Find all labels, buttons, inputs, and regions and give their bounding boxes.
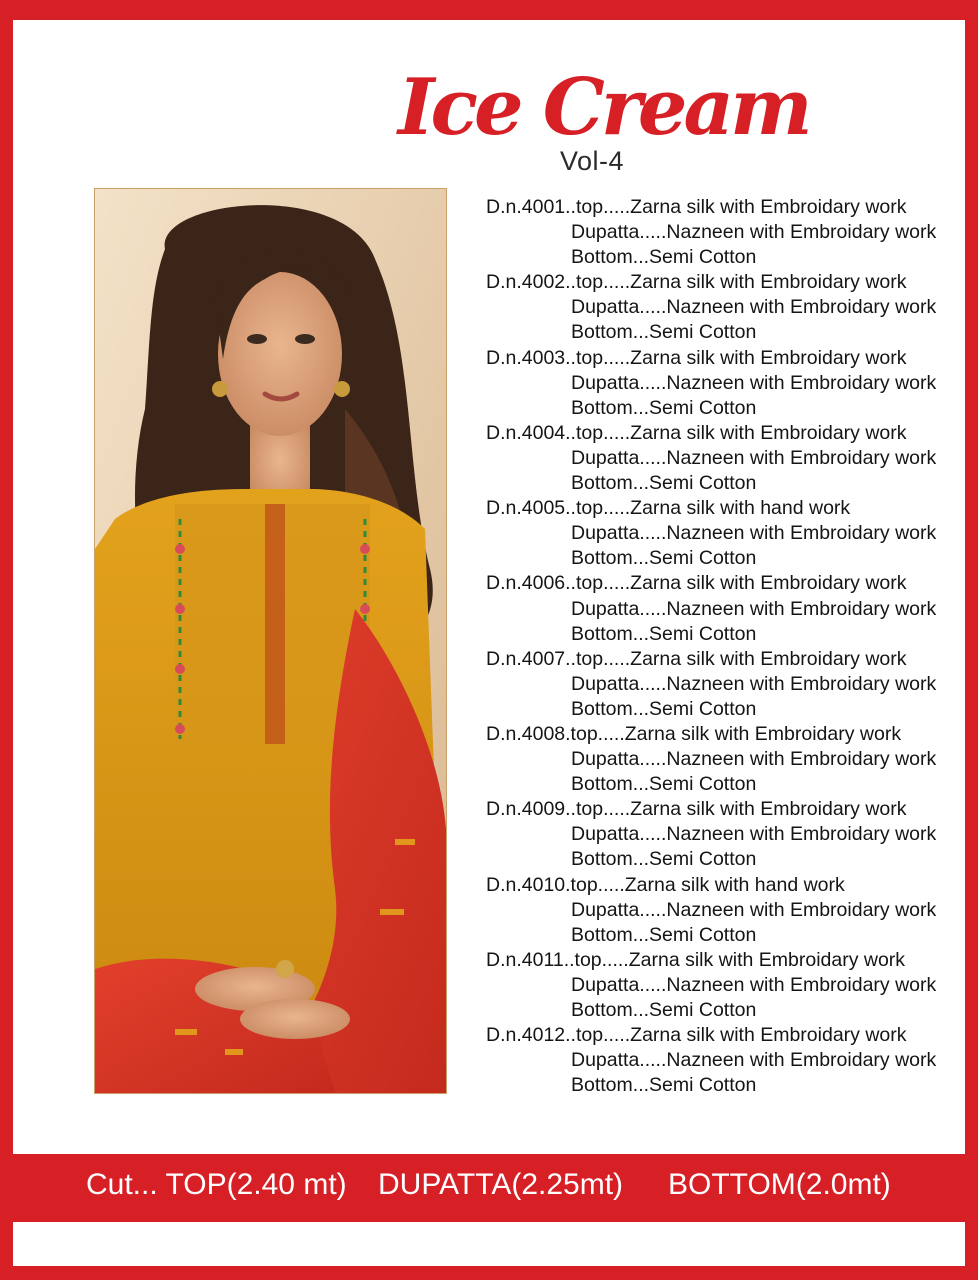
- design-top-text: D.n.4007..top.....Zarna silk with Embroidary work: [486, 647, 907, 670]
- design-top-text: D.n.4002..top.....Zarna silk with Embroidary work: [486, 271, 907, 294]
- design-entry-4001: [486, 195, 956, 270]
- design-dupatta-text: Dupatta.....Nazneen with Embroidary work: [571, 522, 937, 545]
- design-dupatta-text: Dupatta.....Nazneen with Embroidary work: [571, 823, 937, 846]
- design-entry-4012: [486, 1023, 956, 1098]
- design-dupatta-text: Dupatta.....Nazneen with Embroidary work: [571, 898, 937, 921]
- design-dupatta-text: Dupatta.....Nazneen with Embroidary work: [571, 296, 937, 319]
- cut-top-text: Cut... TOP(2.40 mt): [86, 1168, 347, 1201]
- design-entry-4008: [486, 722, 956, 797]
- brand-logo: [398, 60, 809, 180]
- design-top-text: D.n.4012..top.....Zarna silk with Embroidary work: [486, 1024, 907, 1047]
- cut-dupatta-text: DUPATTA(2.25mt): [378, 1168, 624, 1201]
- design-dupatta-text: Dupatta.....Nazneen with Embroidary work: [571, 672, 937, 695]
- design-bottom-text: Bottom...Semi Cotton: [571, 622, 757, 645]
- volume-label: Vol-4: [560, 146, 625, 176]
- design-entry-4010: [486, 873, 956, 948]
- design-bottom-text: Bottom...Semi Cotton: [571, 246, 757, 269]
- design-bottom-text: Bottom...Semi Cotton: [571, 848, 757, 871]
- design-entry-4003: [486, 346, 956, 421]
- model-photo-icon: [95, 189, 446, 1093]
- design-top-text: D.n.4010.top.....Zarna silk with hand work: [486, 873, 845, 896]
- design-entry-4011: [486, 948, 956, 1023]
- design-top-text: D.n.4005..top.....Zarna silk with hand work: [486, 497, 851, 520]
- cut-length-band: [13, 1154, 965, 1222]
- design-bottom-text: Bottom...Semi Cotton: [571, 547, 757, 570]
- design-bottom-text: Bottom...Semi Cotton: [571, 773, 757, 796]
- design-bottom-text: Bottom...Semi Cotton: [571, 472, 757, 495]
- design-dupatta-text: Dupatta.....Nazneen with Embroidary work: [571, 973, 937, 996]
- design-bottom-text: Bottom...Semi Cotton: [571, 923, 757, 946]
- design-list: [486, 195, 956, 1098]
- design-top-text: D.n.4006..top.....Zarna silk with Embroidary work: [486, 572, 907, 595]
- model-photo: [94, 188, 447, 1094]
- design-dupatta-text: Dupatta.....Nazneen with Embroidary work: [571, 597, 937, 620]
- design-top-text: D.n.4003..top.....Zarna silk with Embroidary work: [486, 346, 907, 369]
- design-top-text: D.n.4011..top.....Zarna silk with Embroidary work: [486, 948, 906, 971]
- design-dupatta-text: Dupatta.....Nazneen with Embroidary work: [571, 1049, 937, 1072]
- design-dupatta-text: Dupatta.....Nazneen with Embroidary work: [571, 748, 937, 771]
- design-bottom-text: Bottom...Semi Cotton: [571, 396, 757, 419]
- design-entry-4006: [486, 571, 956, 646]
- design-top-text: D.n.4008.top.....Zarna silk with Embroidary work: [486, 722, 902, 745]
- design-entry-4002: [486, 270, 956, 345]
- design-dupatta-text: Dupatta.....Nazneen with Embroidary work: [571, 446, 937, 469]
- design-dupatta-text: Dupatta.....Nazneen with Embroidary work: [571, 221, 937, 244]
- design-bottom-text: Bottom...Semi Cotton: [571, 999, 757, 1021]
- cut-bottom-text: BOTTOM(2.0mt): [668, 1168, 891, 1201]
- design-top-text: D.n.4004..top.....Zarna silk with Embroidary work: [486, 421, 907, 444]
- design-dupatta-text: Dupatta.....Nazneen with Embroidary work: [571, 371, 937, 394]
- design-entry-4007: [486, 647, 956, 722]
- design-entry-4004: [486, 421, 956, 496]
- design-top-text: D.n.4001..top.....Zarna silk with Embroidary work: [486, 196, 907, 218]
- brand-logo-text: Ice Cream: [398, 62, 809, 153]
- design-top-text: D.n.4009..top.....Zarna silk with Embroidary work: [486, 798, 907, 821]
- design-bottom-text: Bottom...Semi Cotton: [571, 1074, 757, 1097]
- design-bottom-text: Bottom...Semi Cotton: [571, 321, 757, 344]
- design-entry-4009: [486, 797, 956, 872]
- design-bottom-text: Bottom...Semi Cotton: [571, 697, 757, 720]
- design-entry-4005: [486, 496, 956, 571]
- catalog-page: [13, 20, 965, 1266]
